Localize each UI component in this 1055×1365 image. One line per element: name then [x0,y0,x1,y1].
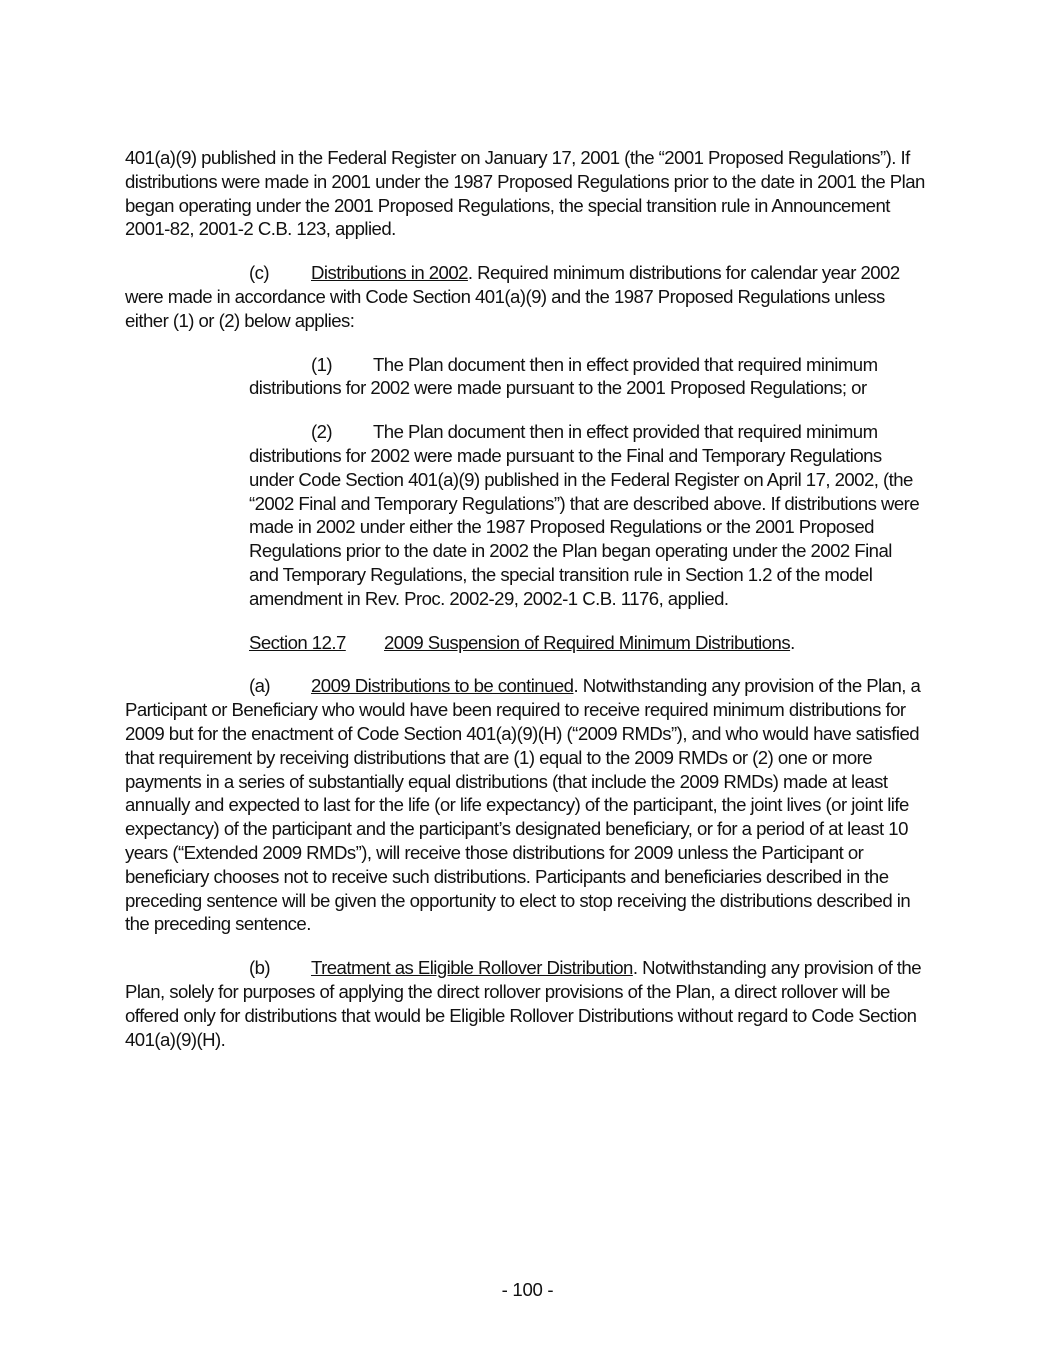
paragraph-marker: (c) [249,262,270,284]
subparagraph-1 [249,353,925,401]
paragraph-marker: (a) [249,675,271,697]
subparagraph-2 [249,420,925,610]
subparagraph-marker: (2) [311,421,333,443]
paragraph-heading: 2009 Distributions to be continued [311,675,574,697]
section-title-period: . [790,631,795,653]
subparagraph-text: The Plan document then in effect provided that required minimum distributions for 2002 were made pursuant to the Final and Temporary Regulations under Code Section 401(a)(9) published in the Federal Register on April 17, 2002, (the “2002 Final and Temporary Regulations”) that are described above. If distributions were made in 2002 under either the 1987 Proposed Regulations or the 2001 Proposed Regulations prior to the date in 2002 the Plan began operating under the 2002 Final and Temporary Regulations, the special transition rule in Section 1.2 of the model amendment in Rev. Proc. 2002-29, 2002-1 C.B. 1176, applied. [249,421,920,609]
paragraph-text: . Notwithstanding any provision of the Plan, solely for purposes of applying the direct rollover provisions of the Plan, a direct rollover will be offered only for distributions that would be Eligible Rollover Distributions without regard to Code Section 401(a)(9)(H). [125,957,921,1050]
section-title: 2009 Suspension of Required Minimum Distributions [384,631,791,653]
paragraph-heading: Treatment as Eligible Rollover Distribution [311,957,633,979]
paragraph-marker: (b) [249,957,271,979]
paragraph-a [125,674,925,936]
paragraph-text: 401(a)(9) published in the Federal Register on January 17, 2001 (the “2001 Proposed Regulations”). If distributions were made in 2001 under the 1987 Proposed Regulations prior to the date in 2001 the Plan began operating under the 2001 Proposed Regulations, the special transition rule in Announcement 2001-82, 2001-2 C.B. 123, applied. [125,147,925,240]
paragraph-continuation [125,146,925,241]
page-number: - 100 - [501,1279,554,1300]
paragraph-c [125,261,925,332]
section-number: Section 12.7 [249,631,346,653]
paragraph-text: . Required minimum distributions for calendar year 2002 were made in accordance with Code Section 401(a)(9) and the 1987 Proposed Regulations unless either (1) or (2) below applies: [125,262,900,331]
section-heading [249,631,925,655]
subparagraph-marker: (1) [311,353,333,375]
document-body [125,146,925,1071]
paragraph-b [125,956,925,1051]
paragraph-text: . Notwithstanding any provision of the Plan, a Participant or Beneficiary who would have been required to receive required minimum distributions for 2009 but for the enactment of Code Section 401(a)(9)(H) (“2009 RMDs”), and who would have satisfied that requirement by receiving distributions that are (1) equal to the 2009 RMDs or (2) one or more payments in a series of substantially equal distributions (that include the 2009 RMDs) made at least annually and expected to last for the life (or life expectancy) of the participant, the joint lives (or joint life expectancy) of the participant and the participant’s designated beneficiary, or for a period of at least 10 years (“Extended 2009 RMDs”), will receive those distributions for 2009 unless the Participant or beneficiary chooses not to receive such distributions. Participants and beneficiaries described in the preceding sentence will be given the opportunity to elect to stop receiving the distributions described in the preceding sentence. [125,675,921,935]
paragraph-heading: Distributions in 2002 [311,262,468,284]
subparagraph-text: The Plan document then in effect provided that required minimum distributions for 2002 were made pursuant to the 2001 Proposed Regulations; or [249,353,878,399]
